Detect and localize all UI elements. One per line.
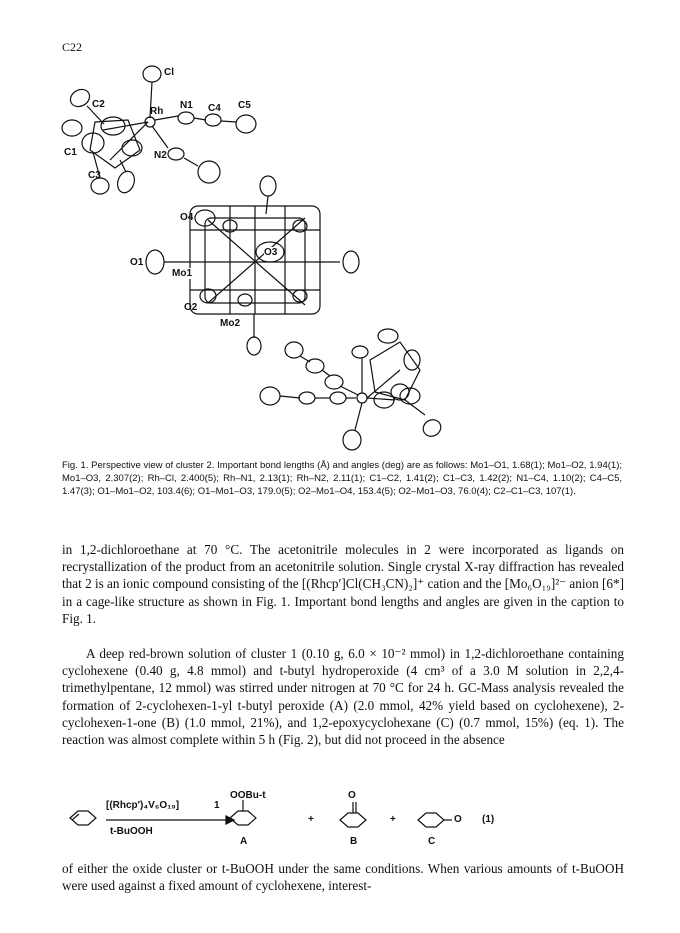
atom-label-o4: O4 bbox=[180, 212, 194, 223]
atom-label-c5: C5 bbox=[238, 100, 251, 111]
paragraph-2: A deep red-brown solution of cluster 1 (0.10 g, 6.0 × 10⁻² mmol) in 1,2-dichloroethane containing cyclohexene (0.40 g, 4.8 mmol) and t-butyl hydroperoxide (4 cm³ of a 3.0 M solution in 2,2,4-trimethylpentane, 12 mmol) was stirred under nitrogen at 70 °C for 24 h. GC-Mass analysis revealed the formation of 2-cyclohexen-1-yl t-butyl peroxide (A) (2.0 mmol, 42% yield based on cyclohexene), 2-cyclohexen-1-one (B) (1.0 mmol, 21%), and 1,2-epoxycyclohexane (C) (0.7 mmol, 15%) (eq. 1). The reaction was almost complete within 5 h (Fig. 2), but did not proceed in the absence bbox=[62, 646, 624, 748]
atom-label-c4: C4 bbox=[208, 103, 221, 114]
atom-label-mo2: Mo2 bbox=[220, 318, 240, 329]
product-b-label: B bbox=[350, 836, 358, 847]
page-number: C22 bbox=[62, 40, 83, 54]
atom-label-o3: O3 bbox=[264, 247, 278, 258]
reagent-label: t-BuOOH bbox=[110, 826, 153, 837]
atom-label-cl: Cl bbox=[164, 67, 174, 78]
atom-label-n2: N2 bbox=[154, 150, 167, 161]
product-b-ring bbox=[340, 813, 366, 827]
substituent-a: OOBu-t bbox=[230, 790, 266, 801]
atom-label-n1: N1 bbox=[180, 100, 193, 111]
product-a-ring bbox=[230, 811, 256, 825]
paragraph-1: in 1,2-dichloroethane at 70 °C. The acetonitrile molecules in 2 were incorporated as ligands on recrystallization of the product from an acetonitrile solution. Single crystal X-ray diffraction has revealed that 2 is an ionic compound consisting of the [(Rhcp′]Cl(CH₃CN)₂]⁺ cation and the [Mo₆O₁₉]²⁻ anion [6*] in a cage-like structure as shown in Fig. 1. Important bond lengths and angles are given in the caption to Fig. 1. bbox=[62, 542, 624, 626]
plus-sign-1: + bbox=[308, 814, 314, 825]
epoxide-oxygen: O bbox=[454, 814, 462, 825]
atom-label-c2: C2 bbox=[92, 99, 105, 110]
paragraph-3: of either the oxide cluster or t-BuOOH under the same conditions. When various amounts of t-BuOOH were used against a fixed amount of cyclohexene, interest- bbox=[62, 861, 624, 894]
plus-sign-2: + bbox=[390, 814, 396, 825]
atom-label-mo1: Mo1 bbox=[172, 268, 192, 279]
equation-number: (1) bbox=[482, 814, 495, 825]
product-c-label: C bbox=[428, 836, 436, 847]
catalyst-number: 1 bbox=[214, 800, 220, 811]
product-c-ring bbox=[418, 813, 444, 827]
atom-label-rh: Rh bbox=[150, 106, 164, 117]
atom-label-c3: C3 bbox=[88, 170, 101, 181]
product-a-label: A bbox=[240, 836, 248, 847]
catalyst-formula: [(Rhcp′)₄V₆O₁₉] bbox=[106, 800, 180, 811]
atom-label-o2: O2 bbox=[184, 302, 198, 313]
atom-label-c1: C1 bbox=[64, 147, 77, 158]
figure-caption: Fig. 1. Perspective view of cluster 2. Important bond lengths (Å) and angles (deg) are as follows: Mo1–O1, 1.68(1); Mo1–O2, 1.94(1); Mo1–O3, 2.307(2); Rh–Cl, 2.400(5); Rh–N1, 2.13(1); Rh–N2, 2.11(1); C1–C2, 1.41(2); C1–C3, 1.42(2); N1–C4, 1.10(2); C4–C5, 1.47(3); O1–Mo1–O2, 103.4(6); O1–Mo1–O3, 179.0(5); O2–Mo1–O4, 153.4(5); O2–Mo1–O3, 76.0(4); C2–C1–C3, 107(1). bbox=[62, 460, 622, 497]
reaction-scheme bbox=[62, 790, 622, 852]
substituent-b: O bbox=[348, 790, 356, 801]
atom-label-o1: O1 bbox=[130, 257, 144, 268]
